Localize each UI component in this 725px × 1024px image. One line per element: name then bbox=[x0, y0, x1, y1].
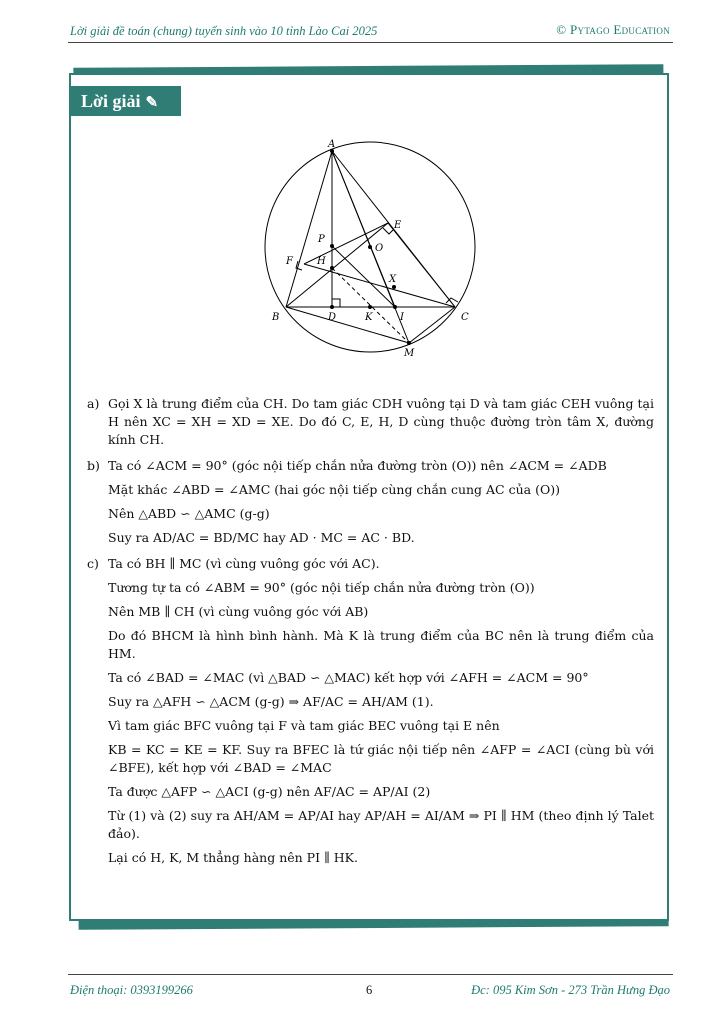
label-f: F bbox=[286, 256, 293, 267]
brand-name: Pytago Education bbox=[570, 22, 670, 37]
segment-ce bbox=[388, 223, 455, 307]
footer-address: Đc: 095 Kim Sơn - 273 Trần Hưng Đạo bbox=[471, 983, 670, 997]
part-c-label: c) bbox=[87, 556, 99, 571]
part-b-line: Nên △ABD ∽ △AMC (g-g) bbox=[108, 506, 270, 521]
point-k bbox=[368, 305, 372, 309]
point-h bbox=[330, 266, 334, 270]
point-x bbox=[392, 285, 396, 289]
point-p bbox=[330, 244, 334, 248]
altitude-be bbox=[286, 223, 388, 307]
label-o: O bbox=[375, 243, 384, 254]
footer-divider bbox=[68, 974, 673, 975]
part-c-line: Vì tam giác BFC vuông tại F và tam giác BEC vuông tại E nên bbox=[108, 718, 500, 733]
part-c-line: Ta được △AFP ∽ △ACI (g-g) nên AF/AC = AP/AI (2) bbox=[108, 784, 431, 799]
label-i: I bbox=[400, 312, 404, 323]
header-brand bbox=[556, 22, 670, 38]
label-e: E bbox=[394, 220, 402, 231]
part-c-line: Từ (1) và (2) suy ra AH/AM = AP/AI hay AP/AH = AI/AM ⇒ PI ∥ HM (theo định lý Talet đảo). bbox=[108, 808, 654, 841]
segment-ai bbox=[332, 151, 395, 307]
part-c-line: KB = KC = KE = KF. Suy ra BFEC là tứ giác nội tiếp nên ∠AFP = ∠ACI (cùng bù với ∠BFE), kết hợp với ∠BAD = ∠MAC bbox=[108, 742, 654, 775]
edit-icon: ✎ bbox=[145, 95, 159, 111]
part-c bbox=[87, 555, 654, 867]
part-b-label: b) bbox=[87, 458, 100, 473]
segment-bm bbox=[286, 307, 409, 343]
part-c-line: Nên MB ∥ CH (vì cùng vuông góc với AB) bbox=[108, 604, 369, 619]
copyright-icon: © bbox=[556, 22, 567, 37]
label-k: K bbox=[365, 312, 373, 323]
part-b-line: Mặt khác ∠ABD = ∠AMC (hai góc nội tiếp cùng chắn cung AC của (O)) bbox=[108, 482, 560, 497]
label-p: P bbox=[318, 234, 325, 245]
solution-title-tab bbox=[69, 86, 181, 116]
solution-content bbox=[87, 395, 654, 873]
part-b bbox=[87, 457, 654, 547]
part-c-line: Suy ra △AFH ∽ △ACM (g-g) ⇒ AF/AC = AH/AM (1). bbox=[108, 694, 434, 709]
point-o bbox=[368, 245, 372, 249]
point-i bbox=[393, 305, 397, 309]
segment-cm bbox=[409, 307, 455, 343]
header-divider bbox=[68, 42, 673, 43]
label-x: X bbox=[389, 274, 397, 285]
part-a bbox=[87, 395, 654, 449]
header-title: Lời giải đề toán (chung) tuyển sinh vào 10 tỉnh Lào Cai 2025 bbox=[70, 24, 378, 38]
segment-ab bbox=[286, 151, 332, 307]
part-a-label: a) bbox=[87, 396, 100, 411]
part-c-line: Ta có ∠BAD = ∠MAC (vì △BAD ∽ △MAC) kết hợp với ∠AFH = ∠ACM = 90° bbox=[108, 670, 589, 685]
part-b-line: Ta có ∠ACM = 90° (góc nội tiếp chắn nửa đường tròn (O)) nên ∠ACM = ∠ADB bbox=[108, 458, 607, 473]
geometry-figure bbox=[250, 132, 490, 367]
part-b-line: Suy ra AD/AC = BD/MC hay AD · MC = AC · BD. bbox=[108, 530, 415, 545]
segment-pi bbox=[332, 246, 395, 307]
label-c: C bbox=[461, 312, 469, 323]
point-d bbox=[330, 305, 334, 309]
label-d: D bbox=[328, 312, 337, 323]
part-a-text: Gọi X là trung điểm của CH. Do tam giác CDH vuông tại D và tam giác CEH vuông tại H nên XC = XH = XD = XE. Do đó C, E, H, D cùng thuộc đường tròn tâm X, đường kính CH. bbox=[108, 396, 654, 447]
page-number: 6 bbox=[366, 983, 373, 997]
part-c-line: Tương tự ta có ∠ABM = 90° (góc nội tiếp chắn nửa đường tròn (O)) bbox=[108, 580, 535, 595]
footer-phone: Điện thoại: 0393199266 bbox=[70, 983, 193, 997]
label-b: B bbox=[272, 312, 280, 323]
label-h: H bbox=[317, 256, 326, 267]
point-m bbox=[407, 341, 411, 345]
part-c-line: Do đó BHCM là hình bình hành. Mà K là trung điểm của BC nên là trung điểm của HM. bbox=[108, 628, 654, 661]
part-c-line: Ta có BH ∥ MC (vì cùng vuông góc với AC). bbox=[108, 556, 380, 571]
part-c-line: Lại có H, K, M thẳng hàng nên PI ∥ HK. bbox=[108, 850, 358, 865]
label-a: A bbox=[328, 139, 336, 150]
label-m: M bbox=[404, 348, 415, 359]
solution-title: Lời giải bbox=[81, 91, 141, 111]
